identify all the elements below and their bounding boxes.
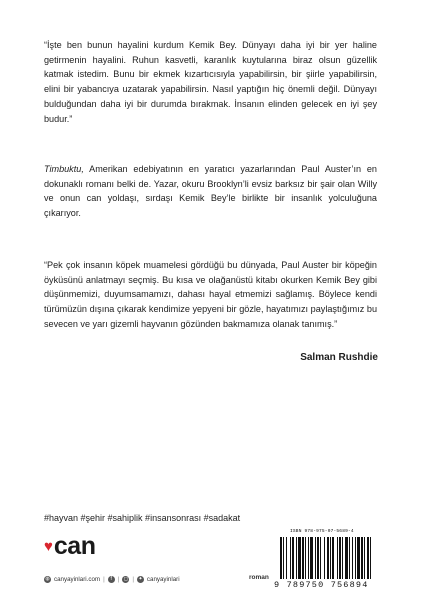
barcode-bar [357,537,360,579]
barcode-bar [280,537,282,579]
barcode-bar [352,537,353,579]
review-attribution: Salman Rushdie [300,352,378,363]
barcode-bar [370,537,371,579]
divider: | [103,576,105,583]
globe-icon: ◍ [45,576,50,582]
barcode-bar [292,537,294,579]
barcode-bar [308,537,309,579]
barcode-bar [332,537,334,579]
barcode-bar [286,537,287,579]
barcode-bar [342,537,343,579]
book-title: Timbuktu, [44,164,84,174]
excerpt-quote: “İşte ben bunun hayalini kurdum Kemik Bey. Dünyayı daha iyi bir yer haline getirmenin hayalini. Ruhun kasvetli, karanlık kuytularına biraz olsun güzellik katmak istedim. Bunu bir ekmek kızartıcısıyla yapabilirsin, bir şiirle yapabilirsin, elini bir yabancıya uzatarak yapabilirsin. Nasıl yaptığın hiç önemli değil. Dünyayı bulduğundan daha iyi bir durumda bırakmak. İnsanın elinden gelecek en iyi şey budur.” [44,40,377,124]
barcode-bar [310,537,313,579]
book-description [44,162,377,221]
barcode-bar [290,537,291,579]
publisher-logo [44,534,96,559]
barcode-bar [367,537,369,579]
barcode-bar [349,537,350,579]
barcode-bars [274,537,384,581]
barcode-digits: 9 789750 756894 [274,580,369,590]
barcode-bar [298,537,301,579]
publisher-contact [44,576,180,583]
publisher-website: canyayinlari.com [54,576,101,583]
barcode-bar [361,537,363,579]
facebook-icon: f [108,576,115,583]
isbn-barcode [274,529,384,592]
hashtags: #hayvan #şehir #sahiplik #insansonrası #sadakat [44,513,241,523]
barcode-bar [327,537,329,579]
barcode-bar [330,537,331,579]
barcode-bar [320,537,321,579]
barcode-bar [355,537,356,579]
divider: | [132,576,134,583]
review-quote: “Pek çok insanın köpek muamelesi gördüğü bu dünyada, Paul Auster bir köpeğin öyküsünü anlatmayı seçmiş. Bu kısa ve olağanüstü kitabı okurken Kemik Bey gibi düşünmemizi, duyumsamamızı, dahası hayal etmemizi sağlamış. Böylece kendi türümüzün dışına çıkarak kendimize yepyeni bir gözle, hayatımızı paylaştığımız bu sevecen ve yarı gizemli hayvanın gözünden bakmamıza olanak tanımış.” [44,260,377,329]
publisher-social-handle: canyayinlari [146,576,180,583]
barcode-bar [317,537,319,579]
barcode-bar [324,537,325,579]
divider: | [117,576,120,583]
barcode-bar [337,537,338,579]
heart-icon: ♥ [44,538,53,555]
description-text: Amerikan edebiyatının en yaratıcı yazarlarından Paul Auster’ın en dokunaklı romanı belki de. Yazar, okuru Brooklyn’li evsiz barksız bir şair olan Willy ve onun can yoldaşı, sırdaşı Kemik Bey’le birlikte bir insanlık yolculuğuna çıkarıyor. [44,164,377,219]
barcode-bar [296,537,297,579]
barcode-bar [302,537,304,579]
barcode-bar [364,537,365,579]
twitter-icon: ✦ [138,576,143,582]
barcode-bar [315,537,316,579]
instagram-icon: ◻ [123,576,128,582]
barcode-bar [305,537,306,579]
isbn-label: ISBN 978-975-07-5689-4 [290,529,354,534]
genre-label: roman [249,574,269,581]
barcode-bar [283,537,284,579]
publisher-brand: can [53,532,96,560]
barcode-bar [339,537,341,579]
barcode-bar [345,537,348,579]
